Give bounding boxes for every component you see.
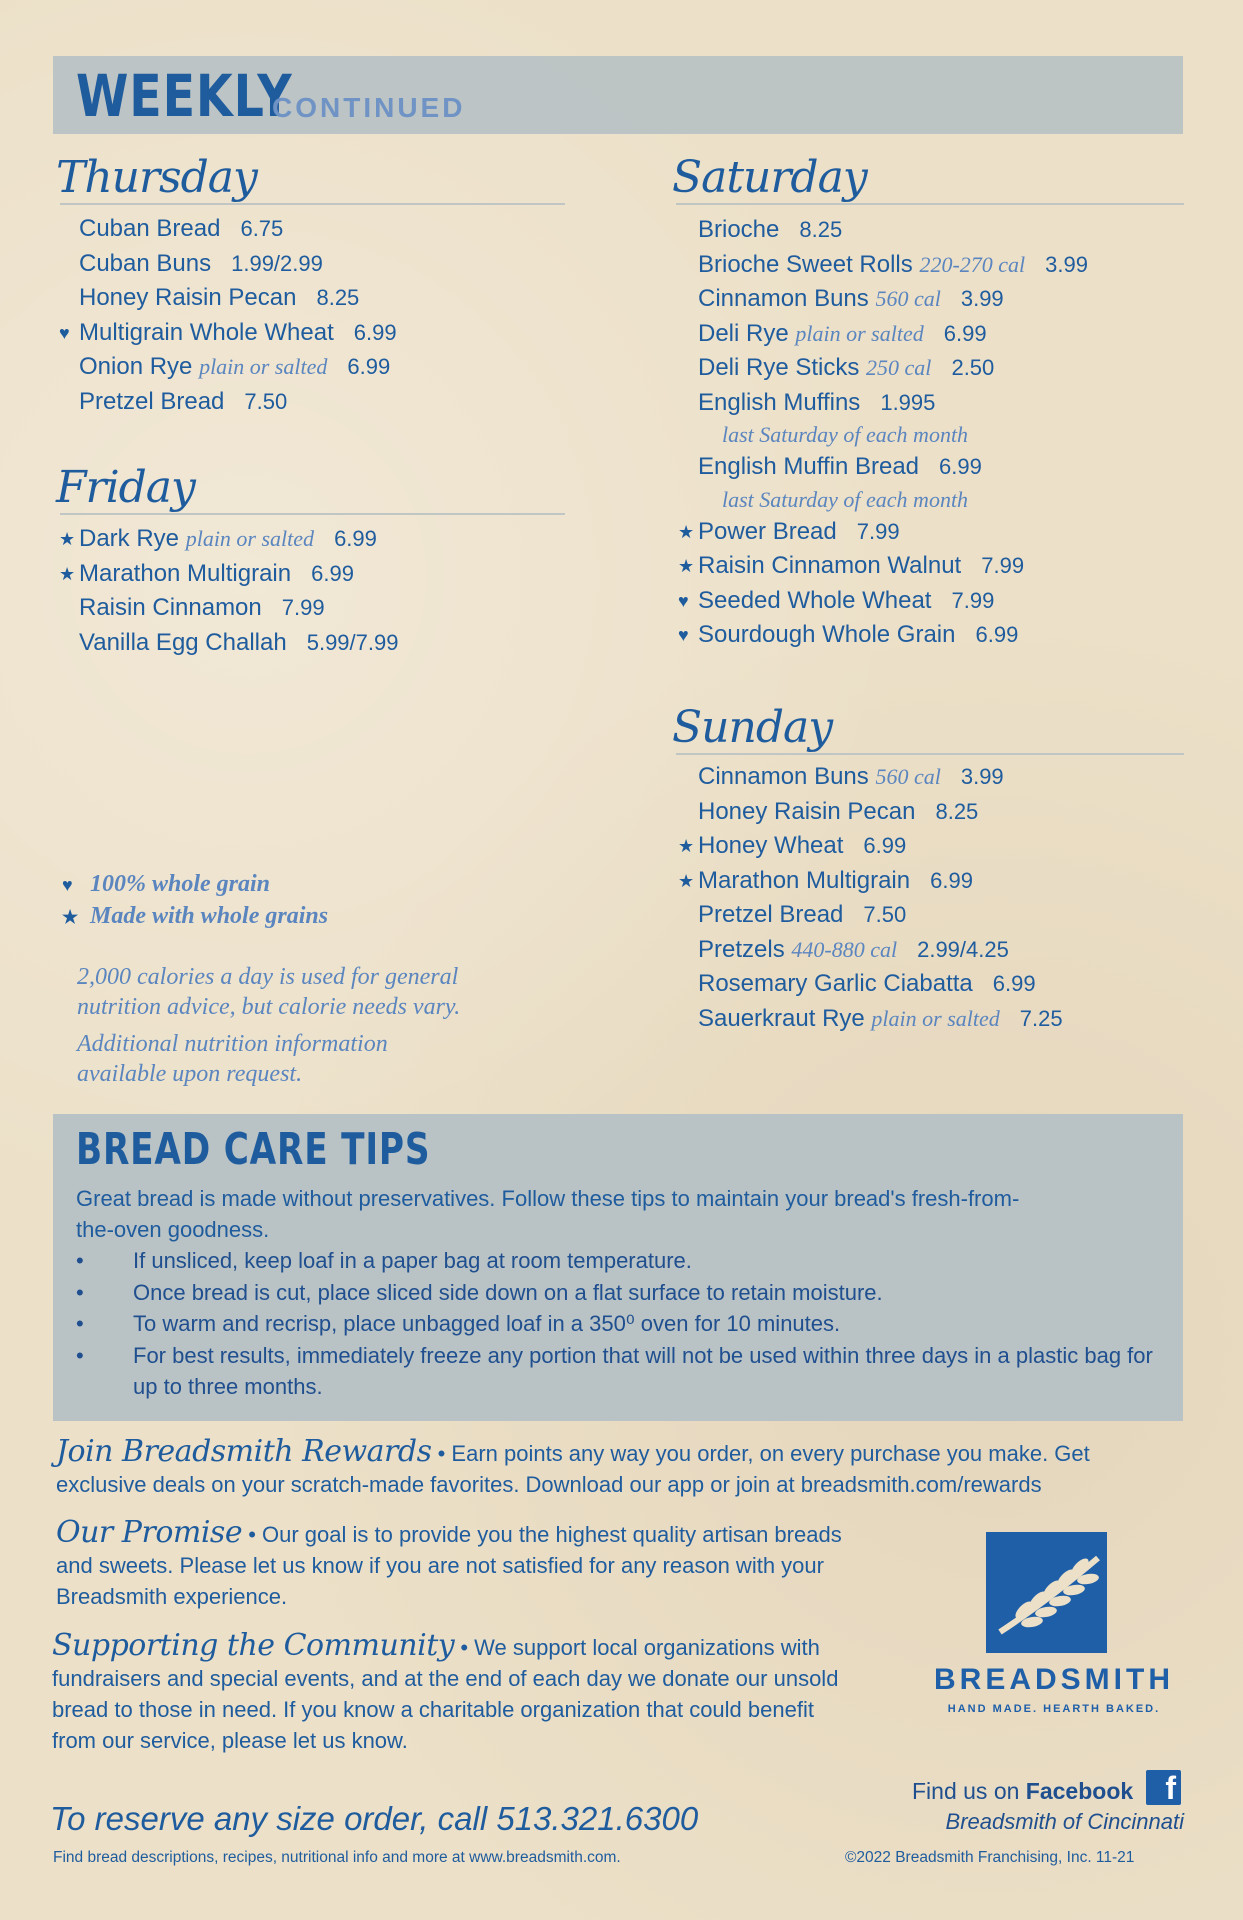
menu-item: [678, 584, 1088, 619]
menu-item: [698, 967, 1063, 1002]
menu-item-name: Deli Rye Sticks: [698, 354, 860, 381]
thursday-list: [59, 212, 397, 419]
bullet-icon: •: [76, 1342, 84, 1368]
legend-heart-text: 100% whole grain: [90, 871, 271, 897]
tip-item: [76, 1245, 1183, 1277]
menu-item-note: plain or salted: [199, 354, 328, 379]
menu-item: [698, 760, 1063, 795]
menu-item-price: 7.99: [856, 518, 900, 544]
saturday-list: [678, 213, 1088, 653]
menu-item-price: 3.99: [960, 764, 1004, 789]
day-heading-saturday: Saturday: [672, 152, 867, 203]
divider: [60, 513, 565, 515]
tips-title: BREAD CARE TIPS: [76, 1124, 431, 1175]
tip-item: [76, 1277, 1183, 1309]
facebook-label: Facebook: [1025, 1778, 1134, 1804]
menu-item-price: 2.50: [951, 355, 995, 380]
menu-item-name: Seeded Whole Wheat: [698, 586, 932, 614]
copyright: ©2022 Breadsmith Franchising, Inc. 11-21: [845, 1849, 1135, 1866]
menu-item-price: 6.99: [975, 622, 1019, 647]
star-icon: ★: [678, 870, 695, 891]
brand-name: BREADSMITH: [934, 1663, 1174, 1696]
menu-item-name: Cinnamon Buns: [698, 763, 869, 790]
menu-item-note: 560 cal: [875, 286, 941, 311]
menu-item: [678, 618, 1088, 653]
menu-item-price: 7.25: [1019, 1005, 1063, 1031]
menu-item-name: English Muffin Bread: [698, 453, 920, 480]
menu-item-price: 7.50: [863, 902, 907, 927]
menu-item: [79, 385, 397, 420]
website-note: Find bread descriptions, recipes, nutritional info and more at www.breadsmith.com.: [53, 1849, 621, 1866]
menu-item-subnote: last Saturday of each month: [722, 422, 969, 447]
menu-item-price: 7.99: [981, 553, 1025, 578]
menu-item-price: 3.99: [960, 286, 1004, 311]
menu-item: [698, 933, 1063, 968]
menu-item: [698, 282, 1088, 317]
menu-item-name: Deli Rye: [698, 319, 789, 347]
day-heading-friday: Friday: [56, 462, 195, 513]
menu-item-note: 560 cal: [875, 764, 941, 789]
menu-item-price: 6.99: [992, 971, 1036, 996]
menu-item-name: Vanilla Egg Challah: [79, 628, 287, 656]
menu-item-name: Raisin Cinnamon Walnut: [698, 552, 962, 579]
menu-item: [79, 247, 397, 282]
menu-item: [678, 549, 1088, 584]
menu-item: [698, 351, 1088, 386]
menu-item-price: 8.25: [316, 285, 360, 310]
menu-item-name: Brioche: [698, 216, 780, 243]
menu-item: [59, 316, 397, 351]
menu-item: [698, 795, 1063, 830]
menu-item: [698, 450, 1088, 485]
menu-item-price: 6.99: [311, 560, 354, 586]
menu-item: [698, 248, 1088, 283]
divider: [676, 203, 1184, 205]
reserve-phone: To reserve any size order, call 513.321.6300: [50, 1800, 699, 1837]
menu-item: [79, 212, 397, 247]
menu-item: [698, 386, 1088, 421]
menu-item-name: Pretzels: [698, 935, 785, 963]
divider: [676, 753, 1184, 755]
calories-note: 2,000 calories a day is used for general nutrition advice, but calorie needs vary.: [77, 964, 461, 1020]
promise-section: [56, 1517, 866, 1612]
menu-item: [698, 1002, 1063, 1037]
promise-heading: Our Promise: [56, 1515, 243, 1550]
menu-item-price: 6.99: [943, 320, 987, 346]
tip-text: Once bread is cut, place sliced side down on a flat surface to retain moisture.: [133, 1279, 883, 1305]
bullet-icon: •: [76, 1279, 84, 1305]
menu-item-note: 250 cal: [866, 355, 932, 380]
rewards-text: • Earn points any way you order, on every purchase you make. Get exclusive deals on your scratch-made favorites. Download our app or join at breadsmith.com/rewards: [56, 1441, 1090, 1497]
legend-heart: [62, 868, 328, 900]
menu-item-name: Raisin Cinnamon: [79, 594, 262, 621]
menu-item-price: 7.50: [244, 388, 288, 414]
star-icon: ★: [62, 907, 79, 927]
menu-item-name: Dark Rye: [79, 525, 180, 552]
menu-item-price: 2.99/4.25: [917, 936, 1009, 962]
heart-icon: ♥: [678, 590, 689, 611]
tip-text: If unsliced, keep loaf in a paper bag at room temperature.: [133, 1248, 692, 1273]
heart-icon: ♥: [62, 875, 73, 895]
heart-icon: ♥: [59, 322, 70, 343]
menu-item-name: Cinnamon Buns: [698, 285, 869, 312]
sunday-list: [678, 760, 1063, 1036]
menu-item-note: plain or salted: [871, 1005, 1000, 1031]
rewards-heading: Join Breadsmith Rewards: [56, 1434, 432, 1469]
menu-item-name: Sauerkraut Rye: [698, 1004, 865, 1032]
tips-intro: Great bread is made without preservatives. Follow these tips to maintain your bread's fresh-from-the-oven goodness.: [76, 1186, 1020, 1242]
day-heading-thursday: Thursday: [56, 152, 257, 203]
menu-item: [698, 898, 1063, 933]
menu-item-name: Marathon Multigrain: [79, 559, 292, 587]
bullet-icon: •: [76, 1248, 84, 1273]
community-text: • We support local organizations with fundraisers and special events, and at the end of each day we donate our unsold bread to those in need. If you know a charitable organization that could benefit from our service, please let us know.: [52, 1635, 839, 1753]
menu-item-subnote: last Saturday of each month: [722, 486, 969, 512]
menu-item-name: Rosemary Garlic Ciabatta: [698, 970, 973, 997]
menu-item-name: Brioche Sweet Rolls: [698, 250, 913, 278]
page-subtitle: CONTINUED: [272, 92, 466, 123]
menu-item: [678, 515, 1088, 550]
menu-item: [79, 350, 397, 385]
menu-item-name: Cuban Buns: [79, 249, 212, 277]
menu-item-name: Honey Raisin Pecan: [698, 797, 916, 825]
menu-item-price: 7.99: [281, 595, 325, 620]
menu-item: [678, 829, 1063, 864]
menu-item-price: 5.99/7.99: [306, 629, 399, 655]
find-us-text: Find us on: [912, 1778, 1020, 1804]
community-heading: Supporting the Community: [52, 1628, 455, 1663]
brand-tagline: HAND MADE. HEARTH BAKED.: [947, 1703, 1161, 1715]
menu-item-price: 1.995: [880, 389, 936, 415]
legend-star-text: Made with whole grains: [90, 903, 329, 929]
wheat-icon: [986, 1532, 1107, 1653]
menu-item-price: 6.99: [347, 354, 391, 379]
menu-item-price: 8.25: [935, 798, 979, 824]
legend: [62, 868, 328, 932]
menu-item: [79, 626, 398, 661]
tip-item: [76, 1308, 1183, 1340]
tips-list: [76, 1245, 1183, 1403]
menu-item: [59, 522, 398, 557]
menu-item-name: Pretzel Bread: [698, 901, 844, 928]
menu-item-price: 6.99: [939, 454, 982, 479]
menu-item-name: Honey Raisin Pecan: [79, 284, 297, 311]
menu-item-name: Power Bread: [698, 517, 837, 545]
menu-item-price: 6.75: [240, 216, 284, 241]
menu-item-name: Marathon Multigrain: [698, 866, 911, 894]
star-icon: ★: [678, 521, 695, 542]
page-title: WEEKLY: [76, 62, 293, 130]
menu-item-price: 6.99: [930, 867, 973, 893]
bullet-icon: •: [76, 1311, 84, 1336]
menu-item-note: plain or salted: [795, 320, 924, 346]
facebook-icon[interactable]: f: [1146, 1770, 1181, 1805]
heart-icon: ♥: [678, 625, 689, 645]
star-icon: ★: [59, 563, 76, 584]
menu-item-name: Sourdough Whole Grain: [698, 621, 956, 648]
promise-text: • Our goal is to provide you the highest quality artisan breads and sweets. Please let us know if you are not satisfied for any reason with your Breadsmith experience.: [56, 1522, 842, 1609]
tip-text: For best results, immediately freeze any portion that will not be used within three days in a plastic bag for up to three months.: [133, 1342, 1153, 1399]
menu-item-price: 3.99: [1045, 251, 1088, 277]
tip-item: [76, 1340, 1183, 1403]
menu-item-price: 7.99: [951, 587, 995, 613]
menu-item: [79, 591, 398, 626]
menu-item-name: Onion Rye: [79, 353, 193, 380]
facebook-page-name: Breadsmith of Cincinnati: [945, 1809, 1184, 1834]
menu-item-name: Multigrain Whole Wheat: [79, 318, 334, 346]
legend-star: [62, 900, 328, 932]
menu-item-price: 8.25: [799, 217, 843, 242]
day-heading-sunday: Sunday: [672, 702, 833, 753]
star-icon: ★: [678, 556, 695, 576]
menu-item-price: 6.99: [334, 526, 377, 551]
menu-item: [59, 557, 398, 592]
menu-item-name: Pretzel Bread: [79, 387, 225, 415]
menu-item: [678, 864, 1063, 899]
menu-item-name: Cuban Bread: [79, 215, 221, 242]
divider: [60, 203, 565, 205]
star-icon: ★: [59, 529, 76, 549]
menu-item-note: 220-270 cal: [919, 251, 1026, 277]
tip-text: To warm and recrisp, place unbagged loaf in a 350⁰ oven for 10 minutes.: [133, 1311, 841, 1336]
menu-item-price: 1.99/2.99: [231, 250, 323, 276]
menu-item-price: 6.99: [863, 833, 907, 858]
menu-item-name: English Muffins: [698, 388, 861, 416]
facebook-link[interactable]: [912, 1778, 1133, 1805]
menu-item-name: Honey Wheat: [698, 832, 844, 859]
additional-nutrition-note: Additional nutrition information available upon request.: [77, 1031, 388, 1087]
menu-item-price: 6.99: [353, 319, 397, 345]
friday-list: [59, 522, 399, 660]
star-icon: ★: [678, 836, 695, 856]
menu-item: [698, 213, 1088, 248]
menu-item-note: 440-880 cal: [791, 936, 898, 962]
menu-item: [79, 281, 397, 316]
rewards-section: [56, 1436, 1186, 1500]
menu-item-note: plain or salted: [185, 526, 315, 551]
menu-item: [698, 317, 1088, 352]
community-section: [52, 1630, 852, 1756]
